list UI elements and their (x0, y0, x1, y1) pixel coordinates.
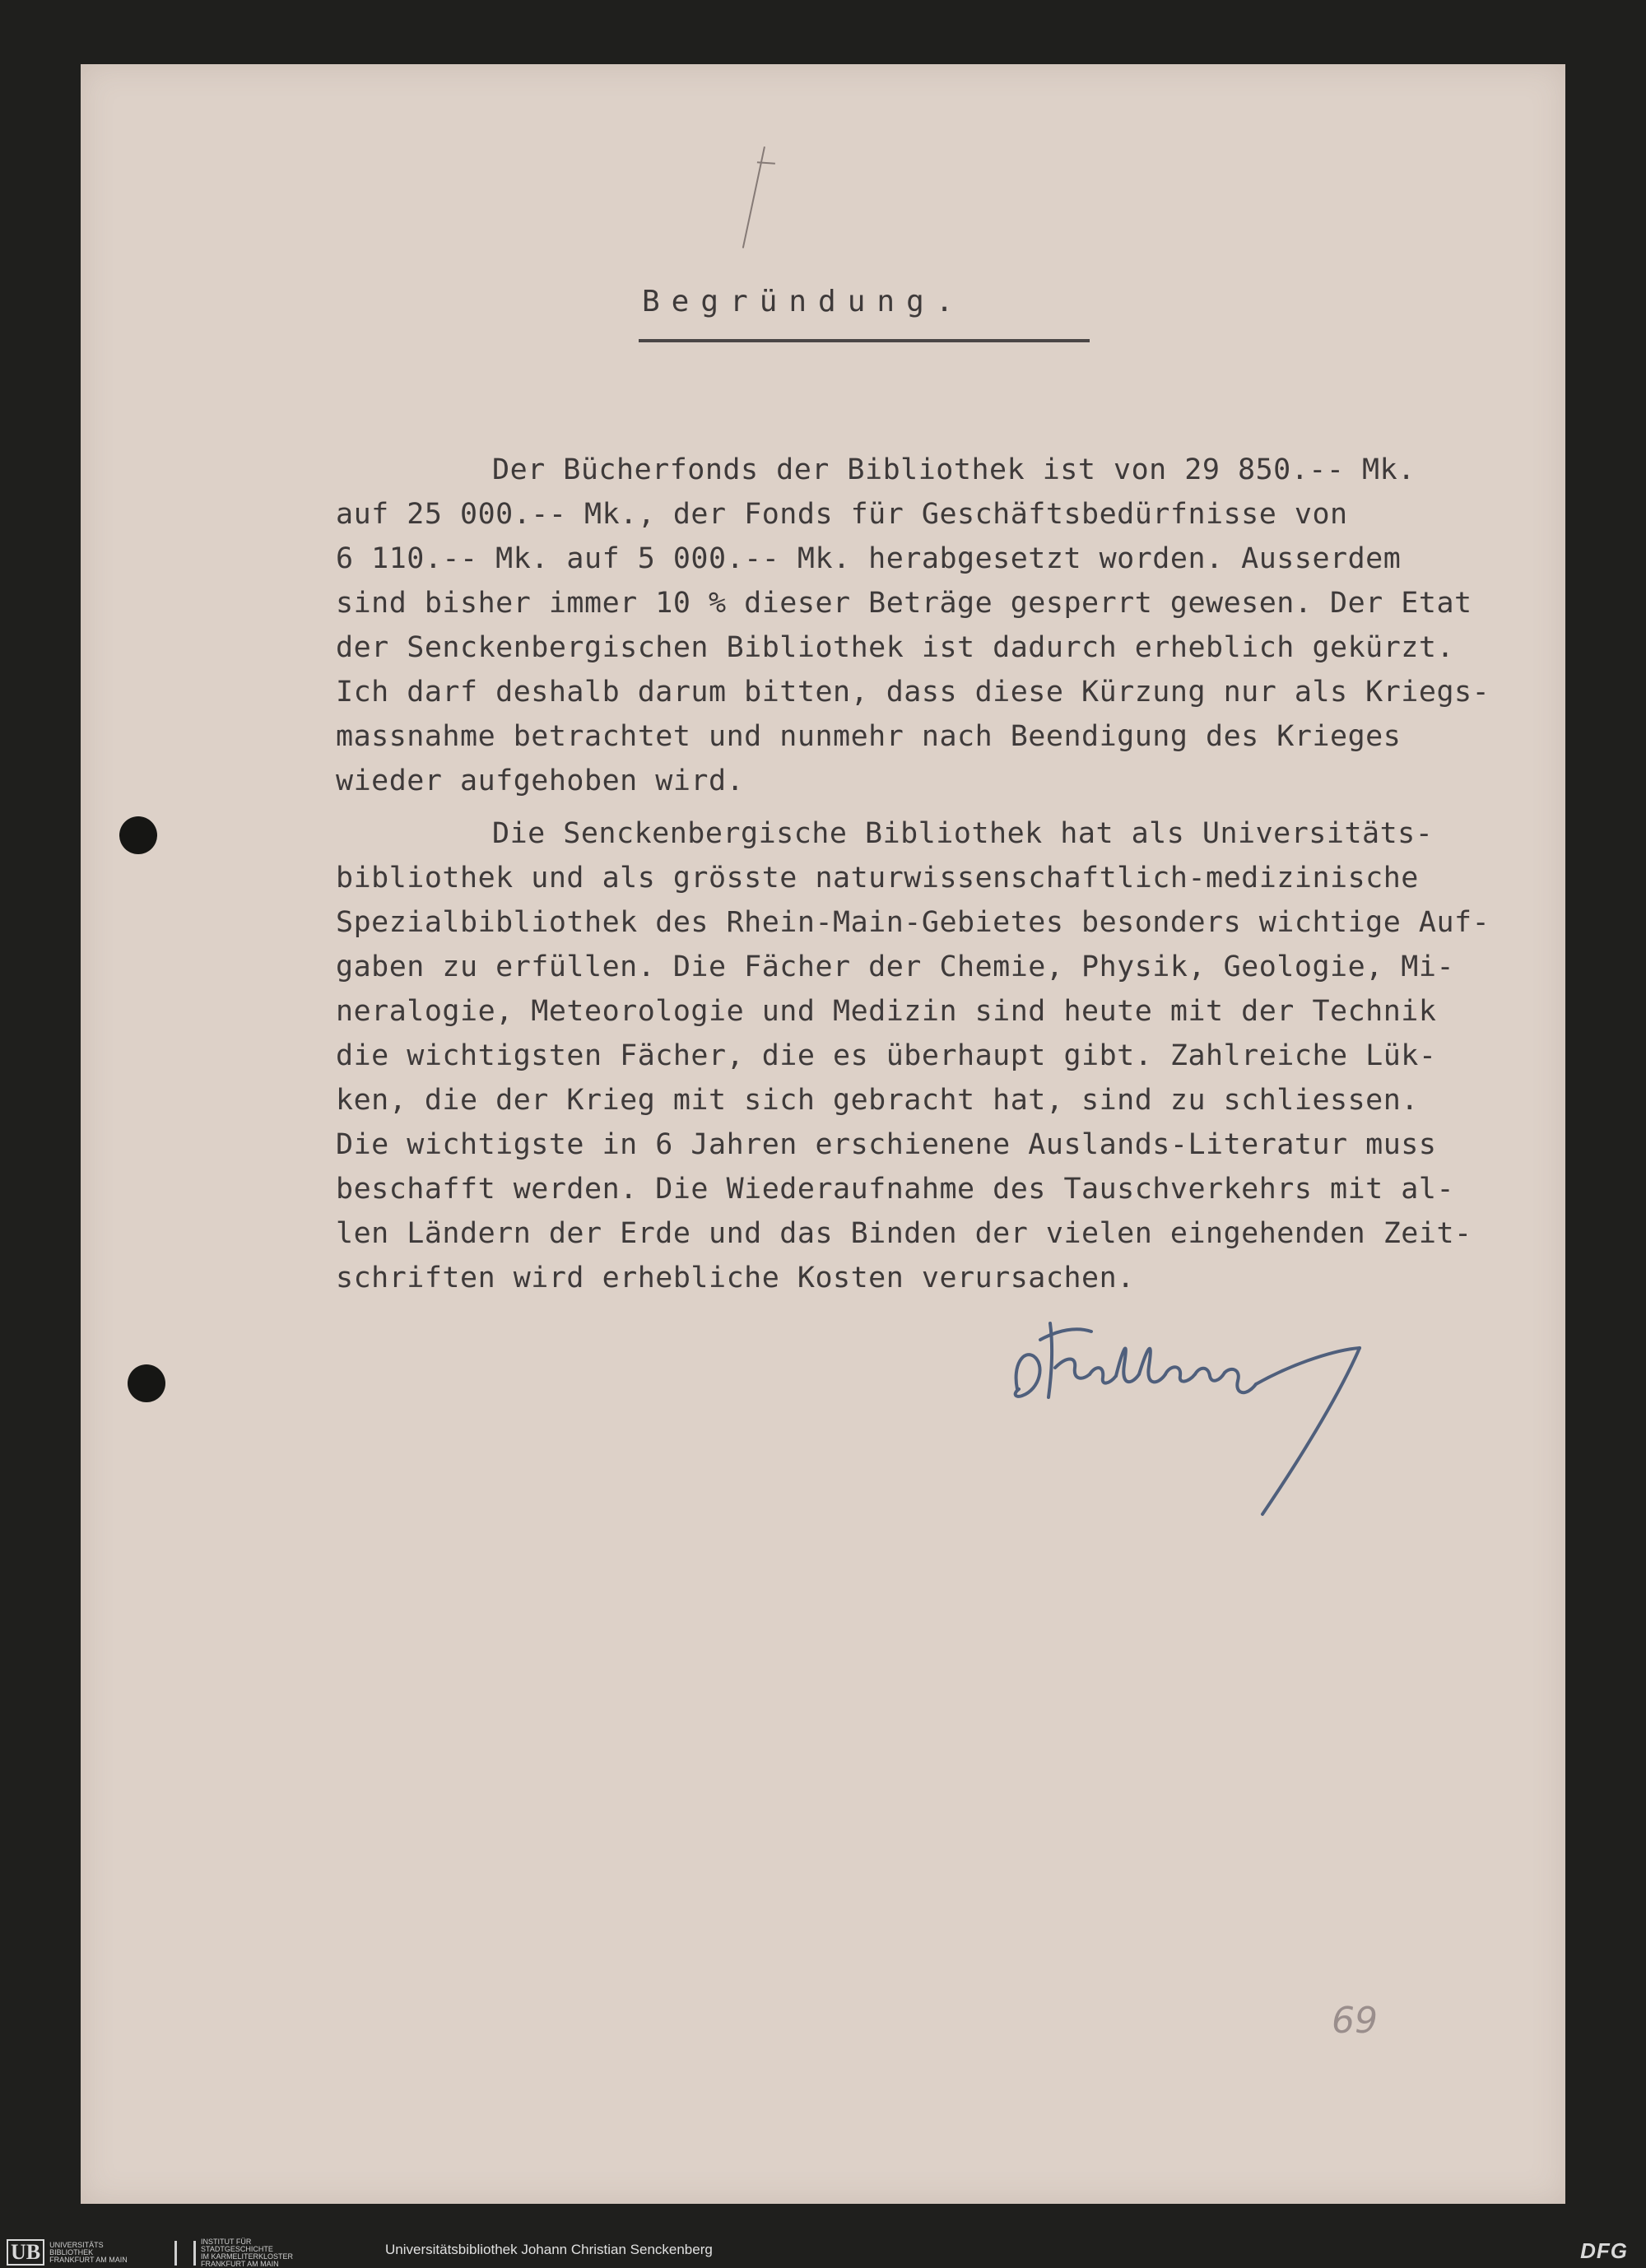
punch-hole-top (119, 816, 157, 854)
footer-credit: Universitätsbibliothek Johann Christian Senckenberg (385, 2242, 713, 2257)
paragraph-2-line: die wichtigsten Fächer, die es überhaupt gibt. Zahlreiche Lük- (336, 1039, 1437, 1072)
paragraph-1-line: auf 25 000.-- Mk., der Fonds für Geschäftsbedürfnisse von (336, 498, 1348, 531)
paragraph-1-line: wieder aufgehoben wird. (336, 765, 745, 797)
paragraph-2-line: Spezialbibliothek des Rhein-Main-Gebietes besonders wichtige Auf- (336, 906, 1490, 939)
page-number: 69 (1332, 2000, 1378, 2042)
paragraph-1-line: Ich darf deshalb darum bitten, dass diese Kürzung nur als Kriegs- (336, 676, 1490, 709)
document-heading: Begründung. (642, 285, 965, 318)
punch-hole-bottom (128, 1364, 165, 1402)
heading-underline (639, 339, 1090, 342)
handwritten-signature (1001, 1299, 1396, 1545)
isg-logo-mark (174, 2241, 196, 2266)
ub-logo (7, 2238, 128, 2266)
paragraph-2-line: len Ländern der Erde und das Binden der vielen eingehenden Zeit- (336, 1217, 1472, 1250)
document-page (81, 64, 1565, 2204)
ub-logo-mark: UB (7, 2239, 44, 2266)
dfg-logo: DFG (1580, 2238, 1628, 2263)
paragraph-1-line: Der Bücherfonds der Bibliothek ist von 29 850.-- Mk. (492, 453, 1416, 486)
paragraph-2-line: Die Senckenbergische Bibliothek hat als Universitäts- (492, 817, 1434, 850)
paragraph-2-line: Die wichtigste in 6 Jahren erschienene Auslands-Literatur muss (336, 1128, 1437, 1161)
paragraph-2-line: bibliothek und als grösste naturwissenschaftlich-medizinische (336, 862, 1419, 895)
paragraph-2-line: beschafft werden. Die Wiederaufnahme des Tauschverkehrs mit al- (336, 1173, 1455, 1206)
paragraph-1-line: sind bisher immer 10 % dieser Beträge gesperrt gewesen. Der Etat (336, 587, 1472, 620)
isg-logo (174, 2238, 293, 2268)
paragraph-1-line: 6 110.-- Mk. auf 5 000.-- Mk. herabgesetzt worden. Ausserdem (336, 542, 1402, 575)
paragraph-2-line: ken, die der Krieg mit sich gebracht hat, sind zu schliessen. (336, 1084, 1419, 1117)
isg-logo-text: INSTITUT FÜR STADTGESCHICHTE IM KARMELITERKLOSTER FRANKFURT AM MAIN (201, 2238, 294, 2268)
folio-pencil-mark (742, 146, 780, 251)
paragraph-1-line: der Senckenbergischen Bibliothek ist dadurch erheblich gekürzt. (336, 631, 1455, 664)
paragraph-2-line: gaben zu erfüllen. Die Fächer der Chemie, Physik, Geologie, Mi- (336, 950, 1455, 983)
ub-logo-text: UNIVERSITÄTS BIBLIOTHEK FRANKFURT AM MAIN (49, 2240, 128, 2264)
paragraph-2-line: schriften wird erhebliche Kosten verursachen. (336, 1262, 1135, 1294)
paragraph-2-line: neralogie, Meteorologie und Medizin sind heute mit der Technik (336, 995, 1437, 1028)
paragraph-1-line: massnahme betrachtet und nunmehr nach Beendigung des Krieges (336, 720, 1402, 753)
